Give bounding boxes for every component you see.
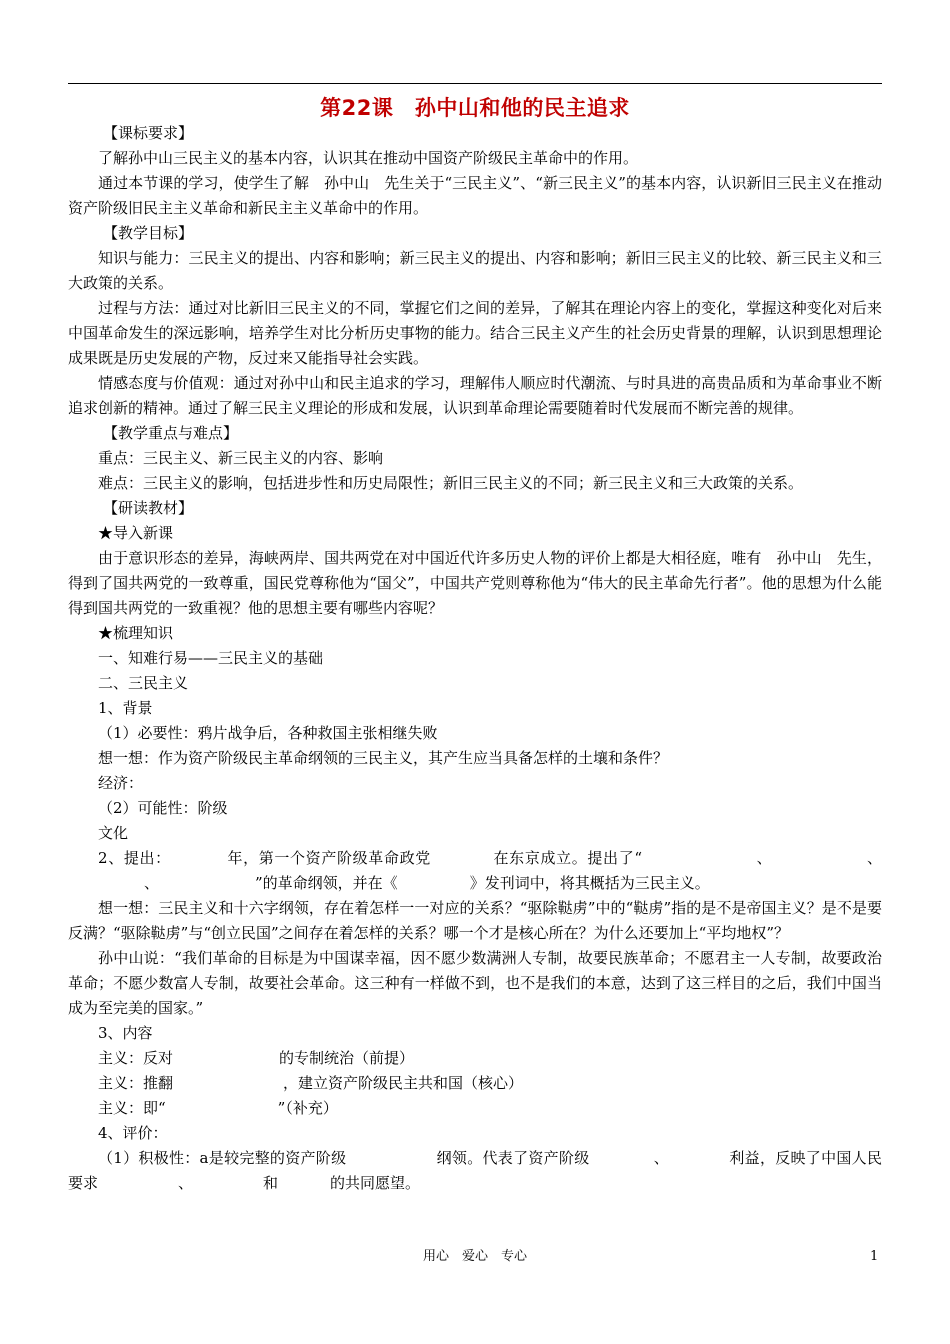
list-item: 4、评价： — [98, 1124, 168, 1142]
paragraph: 想一想：三民主义和十六字纲领，存在着怎样一一对应的关系？“驱除鞑虏”中的“鞑虏”指的是不是帝国主义？是不是要反满？“驱除鞑虏”与“创立民国”之间存在着怎样的关系？哪一个才是核心所在？为什么还要加上“平均地权”？ — [68, 899, 882, 942]
paragraph: 知识与能力：三民主义的提出、内容和影响；新三民主义的提出、内容和影响；新旧三民主义的比较、新三民主义和三大政策的关系。 — [68, 249, 882, 292]
text-fragment: 、 — [178, 1174, 194, 1192]
fill-in-line — [68, 1046, 882, 1071]
text-fragment: 利益，反映了中国人民要求 — [68, 1149, 882, 1192]
list-item: 1、背景 — [98, 699, 153, 717]
text-fragment: 、 — [756, 849, 773, 867]
lesson-title: 第22课 孙中山和他的民主追求 — [320, 96, 630, 120]
text-fragment: （1）积极性：a是较完整的资产阶级 — [98, 1149, 347, 1167]
header-rule — [68, 83, 882, 84]
paragraph: 想一想：作为资产阶级民主革命纲领的三民主义，其产生应当具备怎样的土壤和条件？ — [98, 749, 669, 767]
paragraph: 情感态度与价值观：通过对孙中山和民主追求的学习，理解伟人顺应时代潮流、与时具进的高贵品质和为革命事业不断追求创新的精神。通过了解三民主义理论的形成和发展，认识到革命理论需要随着时代发展而不断完善的规律。 — [68, 374, 882, 417]
text-fragment: 的专制统治（前提） — [279, 1049, 415, 1067]
list-item: （1）必要性：鸦片战争后，各种救国主张相继失败 — [98, 724, 438, 742]
text-fragment: 》发刊词中，将其概括为三民主义。 — [469, 874, 710, 892]
text-fragment: 和 — [263, 1174, 279, 1192]
text-fragment: 纲领。代表了资产阶级 — [436, 1149, 590, 1167]
document-body — [68, 121, 882, 1196]
list-item: 文化 — [98, 824, 129, 842]
section-heading: 【教学目标】 — [103, 224, 194, 242]
text-fragment: 、 — [866, 849, 882, 867]
paragraph: 通过本节课的学习，使学生了解 孙中山 先生关于“三民主义”、“新三民主义”的基本内容，认识新旧三民主义在推动资产阶级旧民主主义革命和新民主主义革命中的作用。 — [68, 174, 882, 217]
subsection-heading: ★导入新课 — [98, 524, 174, 542]
list-item: 二、三民主义 — [98, 674, 189, 692]
paragraph: 过程与方法：通过对比新旧三民主义的不同，掌握它们之间的差异，了解其在理论内容上的变化，掌握这种变化对后来中国革命发生的深远影响，培养学生对比分析历史事物的能力。结合三民主义产生的社会历史背景的理解，认识到思想理论成果既是历史发展的产物，反过来又能指导社会实践。 — [68, 299, 882, 367]
section-heading: 【研读教材】 — [103, 499, 194, 517]
page-number: 1 — [870, 1249, 879, 1264]
fill-in-line — [68, 1071, 882, 1096]
text-fragment: 、 — [144, 874, 160, 892]
text-fragment: 主义：反对 — [98, 1049, 174, 1067]
section-heading: 【教学重点与难点】 — [103, 424, 239, 442]
text-fragment: ，建立资产阶级民主共和国（核心） — [283, 1074, 524, 1092]
text-fragment: ”（补充） — [277, 1099, 338, 1117]
quote-paragraph: 孙中山说：“我们革命的目标是为中国谋幸福，因不愿少数满洲人专制，故要民族革命；不愿君主一人专制，故要政治革命；不愿少数富人专制，故要社会革命。这三种有一样做不到，也不是我们的本意，达到了这三样目的之后，我们中国当成为至完美的国家。” — [68, 949, 882, 1017]
paragraph: 难点：三民主义的影响，包括进步性和历史局限性；新旧三民主义的不同；新三民主义和三大政策的关系。 — [98, 474, 804, 492]
text-fragment: 的共同愿望。 — [330, 1174, 421, 1192]
list-item: 一、知难行易——三民主义的基础 — [98, 649, 324, 667]
text-fragment: 年，第一个资产阶级革命政党 — [226, 849, 431, 867]
paragraph: 了解孙中山三民主义的基本内容，认识其在推动中国资产阶级民主革命中的作用。 — [98, 149, 639, 167]
section-heading: 【课标要求】 — [103, 124, 194, 142]
paragraph: 重点：三民主义、新三民主义的内容、影响 — [98, 449, 384, 467]
text-fragment: 主义：即“ — [98, 1099, 166, 1117]
subsection-heading: ★梳理知识 — [98, 624, 174, 642]
list-item: （2）可能性：阶级 — [98, 799, 228, 817]
list-item: 经济： — [98, 774, 144, 792]
text-fragment: 2、提出： — [98, 849, 171, 867]
fill-in-paragraph — [68, 1146, 882, 1196]
text-fragment: ”的革命纲领，并在《 — [255, 874, 398, 892]
list-item: 3、内容 — [98, 1024, 153, 1042]
fill-in-paragraph — [68, 846, 882, 896]
text-fragment: 、 — [653, 1149, 670, 1167]
fill-in-line — [68, 1096, 882, 1121]
paragraph: 由于意识形态的差异，海峡两岸、国共两党在对中国近代许多历史人物的评价上都是大相径庭，唯有 孙中山 先生，得到了国共两党的一致尊重，国民党尊称他为“国父”，中国共产党则尊称他为“伟大的民主革命先行者”。他的思想为什么能得到国共两党的一致重视？他的思想主要有哪些内容呢？ — [68, 549, 882, 617]
text-fragment: 在东京成立。提出了“ — [492, 849, 643, 867]
text-fragment: 主义：推翻 — [98, 1074, 174, 1092]
footer-motto: 用心 爱心 专心 — [422, 1249, 527, 1264]
